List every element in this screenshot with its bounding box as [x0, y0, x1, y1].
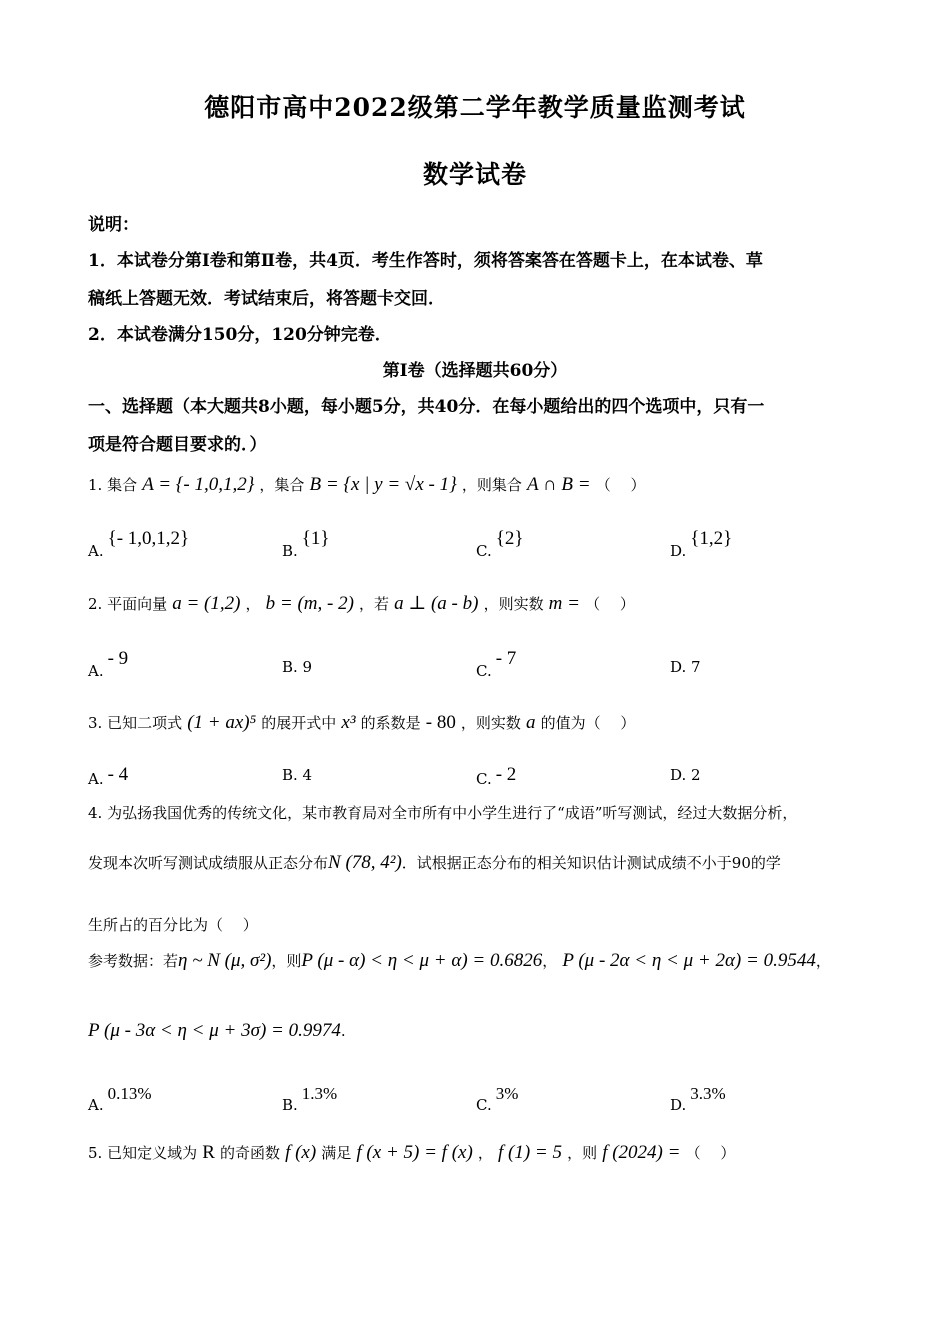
q1-text: ，集合	[259, 476, 305, 494]
q1-intersection: A ∩ B =	[526, 474, 591, 495]
q4-normal: N (78, 4²)	[328, 852, 402, 873]
q3-binomial: (1 + ax)⁵	[187, 712, 257, 733]
question-3	[88, 712, 862, 734]
q2-number: 2. 平面向量	[88, 595, 168, 613]
q2-m: m =	[548, 593, 580, 614]
q4-text: ，则	[271, 952, 302, 970]
question-2	[88, 592, 862, 615]
q4-ref-p2: P (μ - 2α < η < μ + 2α) = 0.9544	[562, 950, 816, 971]
q4-text: .	[340, 1022, 346, 1040]
q4-option-a[interactable]	[88, 1084, 152, 1114]
q4-option-c[interactable]	[476, 1084, 519, 1114]
q2-option-a[interactable]	[88, 648, 129, 680]
section-title: 第Ⅰ卷（选择题共60分）	[382, 361, 568, 381]
question-4-line-1: 4. 为弘扬我国优秀的传统文化，某市教育局对全市所有中小学生进行了“成语”听写测试，经过大数据分析，	[88, 804, 798, 822]
notes-label: 说明：	[88, 215, 139, 235]
option-label: C.	[476, 770, 492, 788]
q5-f2024: f (2024) =	[602, 1142, 681, 1163]
q5-fx: f (x)	[285, 1142, 317, 1163]
note-line-3: 2．本试卷满分150分，120分钟完卷．	[88, 325, 392, 345]
option-value: 3%	[495, 1084, 519, 1103]
option-label: A.	[88, 542, 104, 560]
option-value: {- 1,0,1,2}	[107, 528, 190, 549]
q5-text: ，	[477, 1144, 493, 1162]
q1-set-a: A = {- 1,0,1,2}	[142, 474, 255, 495]
option-label: B. 4	[282, 766, 313, 784]
q4-text: ，	[542, 952, 558, 970]
q2-vector-a: a = (1,2)	[172, 593, 241, 614]
q3-x3: x³	[341, 712, 356, 733]
q1-option-a[interactable]	[88, 528, 190, 560]
q3-text: 的展开式中	[261, 714, 337, 732]
exam-subtitle: 数学试卷	[422, 160, 527, 189]
q3-coef: - 80	[425, 712, 456, 733]
q4-ref-eta: η ~ N (μ, σ²)	[178, 950, 272, 971]
q4-text: 发现本次听写测试成绩服从正态分布	[88, 854, 329, 872]
q1-option-b[interactable]	[282, 528, 330, 560]
q4-ref-label: 参考数据：若	[88, 952, 179, 970]
exam-title: 德阳市高中2022级第二学年教学质量监测考试	[204, 93, 746, 122]
option-label: C.	[476, 662, 492, 680]
option-label: D. 7	[670, 658, 701, 676]
question-4-line-3: 生所占的百分比为（ ）	[88, 916, 258, 934]
q5-periodic: f (x + 5) = f (x)	[356, 1142, 473, 1163]
q5-domain: R	[202, 1142, 215, 1163]
q4-option-b[interactable]	[282, 1084, 338, 1114]
option-label: A.	[88, 662, 104, 680]
q2-vector-b: b = (m, - 2)	[265, 593, 354, 614]
q3-a: a	[526, 712, 536, 733]
q1-option-d[interactable]	[670, 528, 733, 560]
note-line-1: 1．本试卷分第Ⅰ卷和第Ⅱ卷，共4页．考生作答时，须将答案答在答题卡上，在本试卷、草	[88, 251, 763, 271]
option-label: D.	[670, 542, 687, 560]
question-4-line-2	[88, 852, 862, 874]
option-label: B. 9	[282, 658, 313, 676]
q3-option-c[interactable]	[476, 766, 516, 788]
q5-text: ，则	[567, 1144, 598, 1162]
q1-option-c[interactable]	[476, 528, 524, 560]
q5-text: 满足	[321, 1144, 352, 1162]
q4-text: ．试根据正态分布的相关知识估计测试成绩不小于90的学	[401, 854, 781, 872]
section-heading-2: 项是符合题目要求的．）	[88, 435, 267, 455]
q1-number: 1. 集合	[88, 476, 138, 494]
option-value: - 4	[107, 764, 129, 785]
option-value: 0.13%	[107, 1084, 152, 1103]
q5-text: 的奇函数	[219, 1144, 280, 1162]
q4-text: ，	[815, 952, 831, 970]
question-5	[88, 1142, 862, 1164]
q3-text: ，则实数	[460, 714, 521, 732]
option-value: {1,2}	[690, 528, 733, 549]
q1-blank: （ ）	[595, 476, 646, 494]
option-label: D. 2	[670, 766, 701, 784]
option-label: A.	[88, 770, 104, 788]
question-4-ref	[88, 950, 862, 972]
option-value: 3.3%	[690, 1084, 726, 1103]
q3-option-b[interactable]	[282, 766, 312, 784]
q2-option-b[interactable]	[282, 658, 312, 676]
option-label: B.	[282, 1096, 298, 1114]
option-value: - 2	[495, 764, 517, 785]
q4-ref-p1: P (μ - α) < η < μ + α) = 0.6826	[301, 950, 543, 971]
q3-option-d[interactable]	[670, 766, 701, 784]
q3-number: 3. 已知二项式	[88, 714, 183, 732]
q2-option-d[interactable]	[670, 658, 701, 676]
q2-blank: （ ）	[585, 595, 635, 613]
option-value: - 7	[495, 648, 517, 669]
q3-option-a[interactable]	[88, 766, 128, 788]
option-label: B.	[282, 542, 298, 560]
option-label: A.	[88, 1096, 104, 1114]
q1-text: ，则集合	[461, 476, 522, 494]
q2-text: ，若	[359, 595, 390, 613]
q3-text: 的系数是	[360, 714, 421, 732]
q2-option-c[interactable]	[476, 648, 517, 680]
q3-blank: 的值为（ ）	[540, 714, 636, 732]
q2-text: ，	[245, 595, 261, 613]
question-1	[88, 474, 862, 496]
q4-ref-p3: P (μ - 3α < η < μ + 3σ) = 0.9974	[88, 1020, 341, 1041]
option-value: - 9	[107, 648, 129, 669]
option-value: {2}	[495, 528, 524, 549]
q5-f1: f (1) = 5	[497, 1142, 562, 1163]
option-value: 1.3%	[301, 1084, 338, 1103]
note-line-2: 稿纸上答题无效．考试结束后，将答题卡交回．	[88, 289, 445, 309]
q5-blank: （ ）	[685, 1144, 736, 1162]
q4-option-d[interactable]	[670, 1084, 726, 1114]
q2-perp: a ⊥ (a - b)	[394, 593, 479, 614]
q2-text: ，则实数	[483, 595, 544, 613]
option-label: C.	[476, 542, 492, 560]
option-label: C.	[476, 1096, 492, 1114]
question-4-ref-2	[88, 1020, 862, 1042]
option-label: D.	[670, 1096, 687, 1114]
option-value: {1}	[301, 528, 330, 549]
q1-set-b: B = {x | y = √x - 1}	[309, 474, 457, 495]
section-heading-1: 一、选择题（本大题共8小题，每小题5分，共40分．在每小题给出的四个选项中，只有一	[88, 397, 765, 417]
q5-number: 5. 已知定义域为	[88, 1144, 198, 1162]
